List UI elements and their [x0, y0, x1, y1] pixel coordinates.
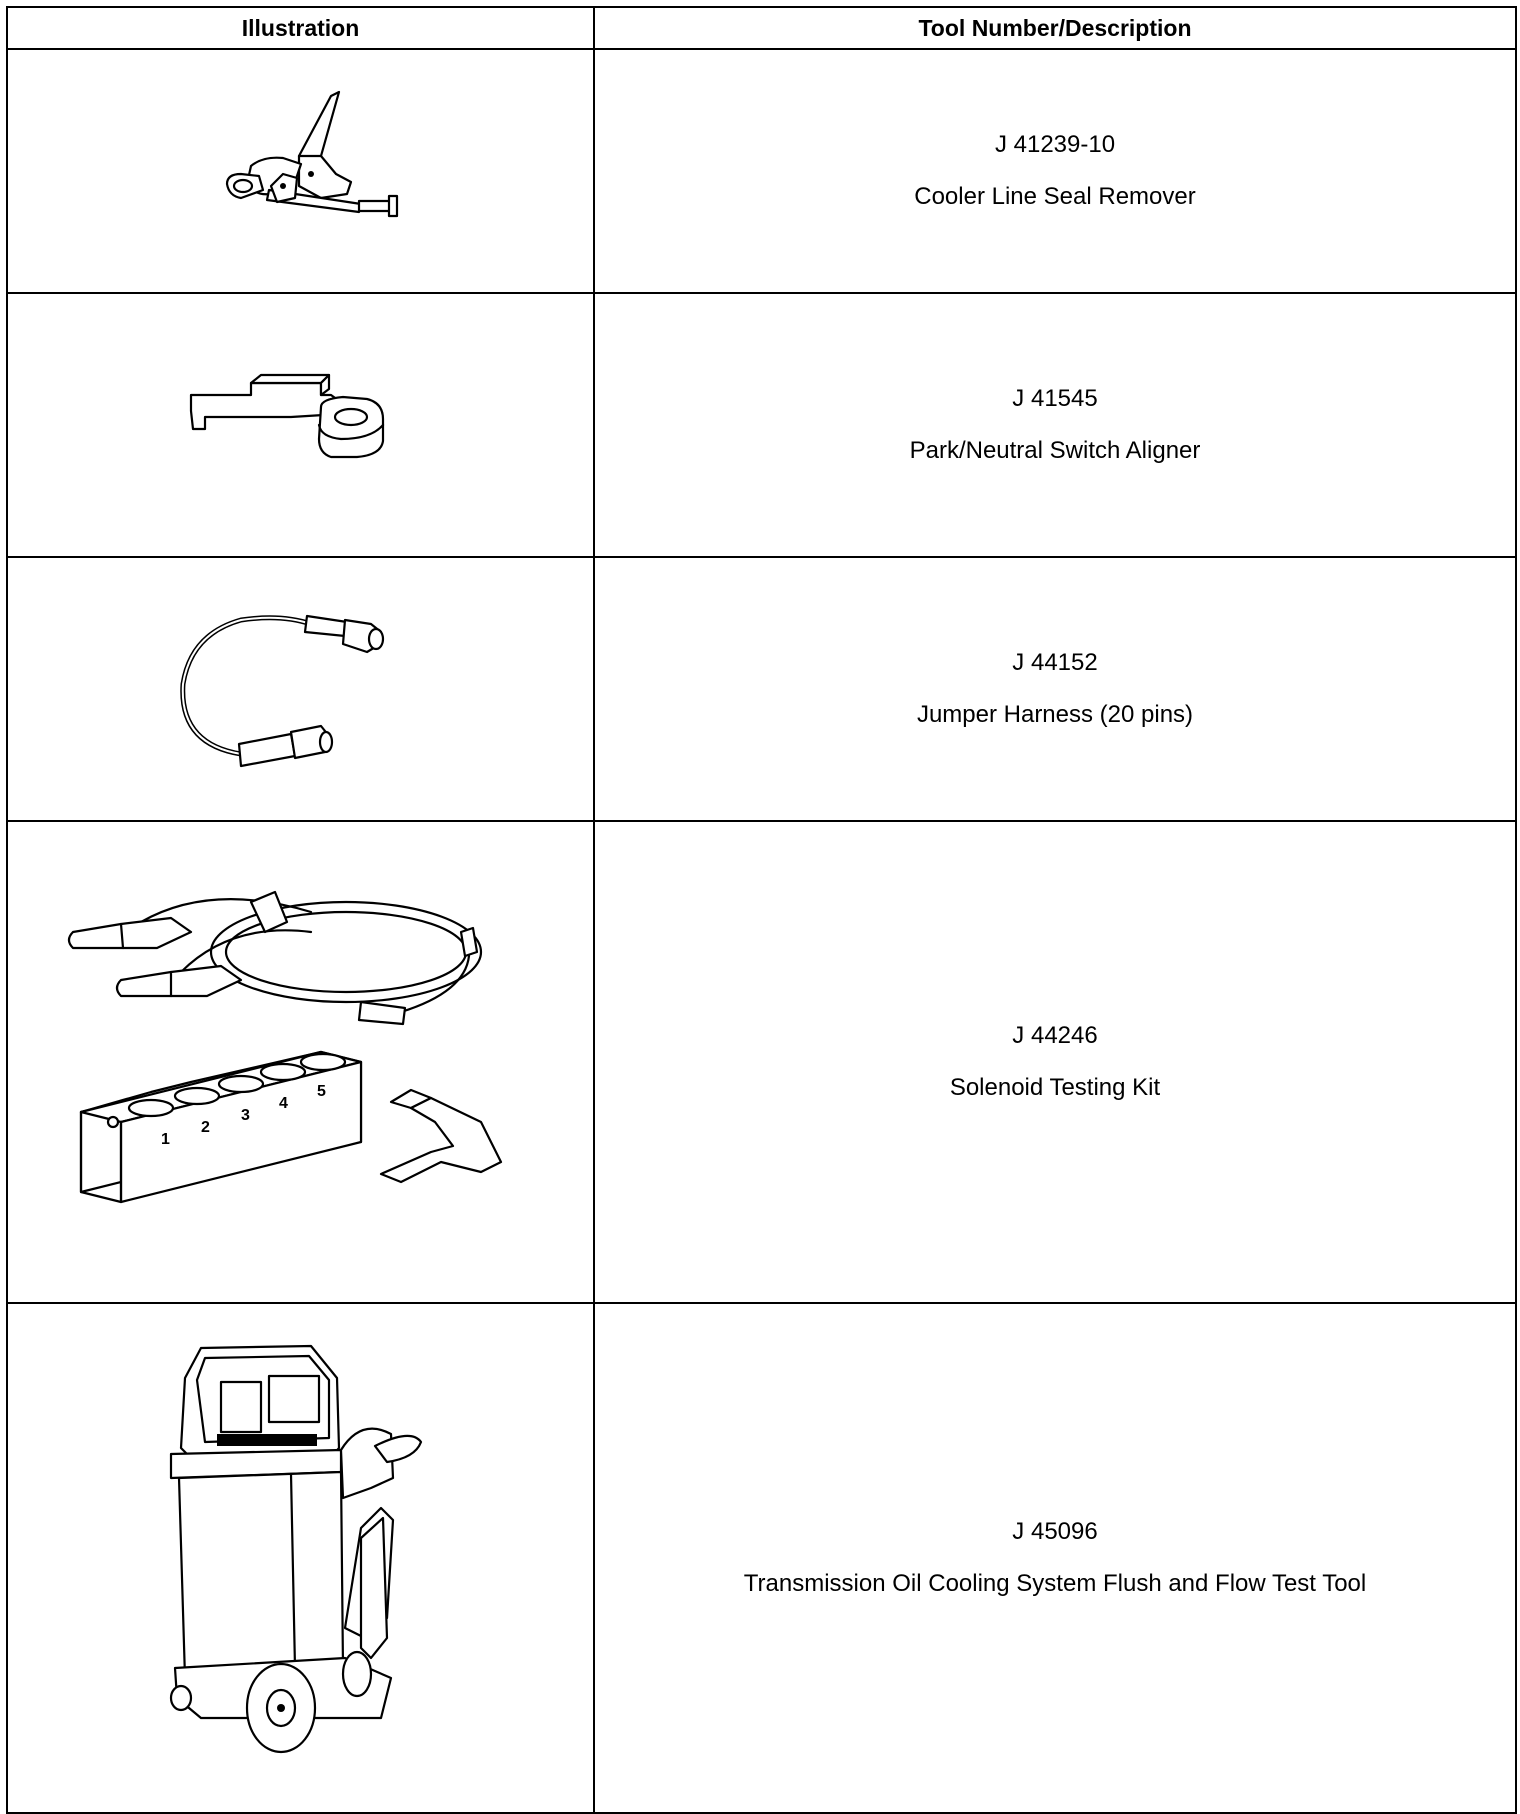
slot-label: 2	[200, 1119, 210, 1136]
table-row	[7, 293, 1516, 557]
table-row	[7, 821, 1516, 1303]
slot-label: 5	[316, 1083, 326, 1100]
tool-number: J 44152	[1012, 649, 1098, 676]
table-row	[7, 49, 1516, 293]
table-header-row	[7, 7, 1516, 49]
tool-description-cell	[594, 821, 1516, 1303]
tool-description: Park/Neutral Switch Aligner	[909, 437, 1201, 464]
tool-description-cell	[594, 49, 1516, 293]
tool-number: J 45096	[1012, 1518, 1098, 1545]
table-row	[7, 1303, 1516, 1813]
tool-number: J 41239-10	[994, 131, 1116, 158]
cooler-line-seal-remover-icon	[171, 86, 431, 256]
tool-column-header: Tool Number/Description	[594, 7, 1516, 49]
tool-description-cell	[594, 1303, 1516, 1813]
illustration-cell	[7, 557, 594, 821]
slot-label: 4	[278, 1095, 288, 1112]
special-tools-table	[6, 6, 1517, 1814]
tool-number: J 41545	[1012, 385, 1098, 412]
jumper-harness-icon	[171, 594, 431, 784]
slot-label: 1	[160, 1131, 170, 1148]
illustration-cell	[7, 49, 594, 293]
tool-number: J 44246	[1012, 1022, 1098, 1049]
solenoid-testing-kit-icon	[61, 862, 541, 1262]
tool-description: Solenoid Testing Kit	[949, 1074, 1161, 1101]
flush-and-flow-test-tool-icon	[161, 1338, 441, 1778]
switch-aligner-icon	[171, 365, 431, 485]
table-row	[7, 557, 1516, 821]
illustration-column-header: Illustration	[7, 7, 594, 49]
illustration-cell	[7, 821, 594, 1303]
illustration-cell	[7, 293, 594, 557]
tool-description: Cooler Line Seal Remover	[914, 183, 1196, 210]
tool-description: Transmission Oil Cooling System Flush and Flow Test Tool	[743, 1570, 1367, 1597]
tool-description-cell	[594, 557, 1516, 821]
tool-description-cell	[594, 293, 1516, 557]
illustration-cell	[7, 1303, 594, 1813]
tool-description: Jumper Harness (20 pins)	[916, 701, 1194, 728]
slot-label: 3	[240, 1107, 250, 1124]
